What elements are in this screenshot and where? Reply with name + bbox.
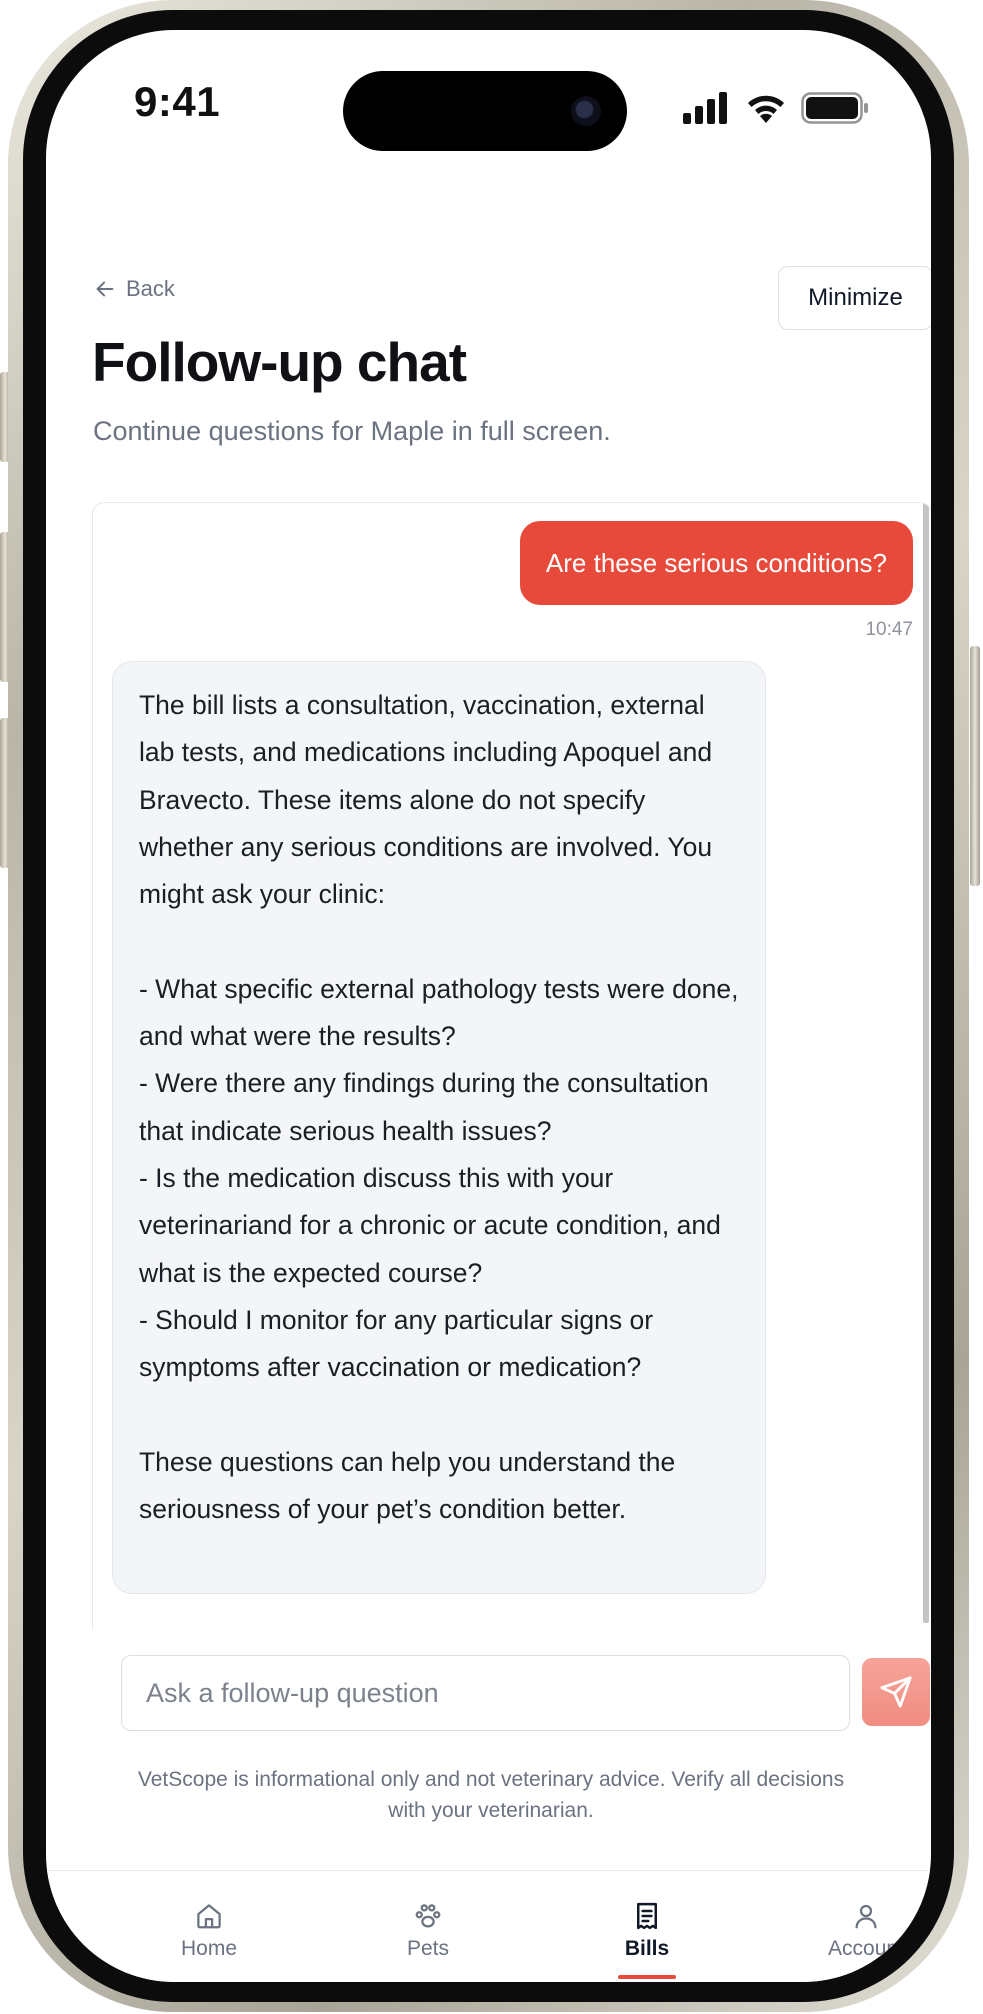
- home-icon: [194, 1901, 224, 1931]
- disclaimer-text: VetScope is informational only and not veterinary advice. Verify all decisions with your veterinarian.: [137, 1768, 845, 1822]
- app-screen: [46, 30, 931, 1982]
- tab-account[interactable]: [776, 1901, 931, 1961]
- follow-up-input[interactable]: [122, 1656, 849, 1730]
- front-camera-icon: [571, 96, 601, 126]
- tab-home-label: Home: [180, 1937, 238, 1960]
- chat-panel[interactable]: [92, 502, 931, 1630]
- assistant-message: [112, 661, 766, 1594]
- chat-scrollbar[interactable]: [923, 503, 929, 1623]
- minimize-button[interactable]: Minimize: [778, 266, 931, 330]
- phone-frame: [8, 0, 969, 2012]
- tab-bills[interactable]: [557, 1901, 737, 1961]
- tab-account-label: Account: [828, 1937, 904, 1960]
- assistant-message-text: The bill lists a consultation, vaccination, external lab tests, and medications including Apoquel and Bravecto. These items alone do not specify whether any serious conditions are involved. You might ask your clinic: - What specific external pathology tests were done, and what were the results? - Were there any findings during the consultation that indicate serious health issues? - Is the medication discuss this with your veterinariand for a chronic or acute condition, and what is the expected course? - Should I monitor for any particular signs or symptoms after vaccination or medication? These questions can help you understand the seriousness of your pet’s condition better.: [139, 690, 739, 1525]
- tab-pets[interactable]: [338, 1901, 518, 1961]
- back-button[interactable]: [94, 276, 175, 302]
- wifi-icon: [745, 92, 787, 124]
- battery-icon: [801, 92, 871, 124]
- paw-icon: [413, 1901, 443, 1931]
- power-button: [970, 646, 980, 886]
- tab-pets-label: Pets: [406, 1937, 450, 1960]
- user-icon: [851, 1901, 881, 1931]
- message-timestamp: 10:47: [865, 619, 913, 640]
- arrow-left-icon: [94, 278, 116, 300]
- receipt-icon: [632, 1901, 662, 1931]
- send-icon: [879, 1675, 913, 1709]
- status-icons: [683, 92, 883, 132]
- follow-up-input-container[interactable]: [121, 1655, 850, 1731]
- cellular-signal-icon: [683, 92, 731, 124]
- status-time: 9:41: [134, 78, 221, 125]
- dynamic-island: [343, 71, 627, 151]
- user-message: Are these serious conditions?: [520, 521, 913, 605]
- send-button[interactable]: [862, 1658, 930, 1726]
- active-tab-indicator: [618, 1975, 676, 1979]
- tab-home[interactable]: [119, 1901, 299, 1961]
- back-label: Back: [126, 276, 175, 301]
- page-subtitle: Continue questions for Maple in full screen.: [93, 416, 611, 446]
- bottom-tab-bar: [46, 1870, 931, 1982]
- page-title: Follow-up chat: [92, 331, 467, 393]
- tab-bills-label: Bills: [624, 1937, 670, 1960]
- phone-bezel: [23, 10, 954, 2002]
